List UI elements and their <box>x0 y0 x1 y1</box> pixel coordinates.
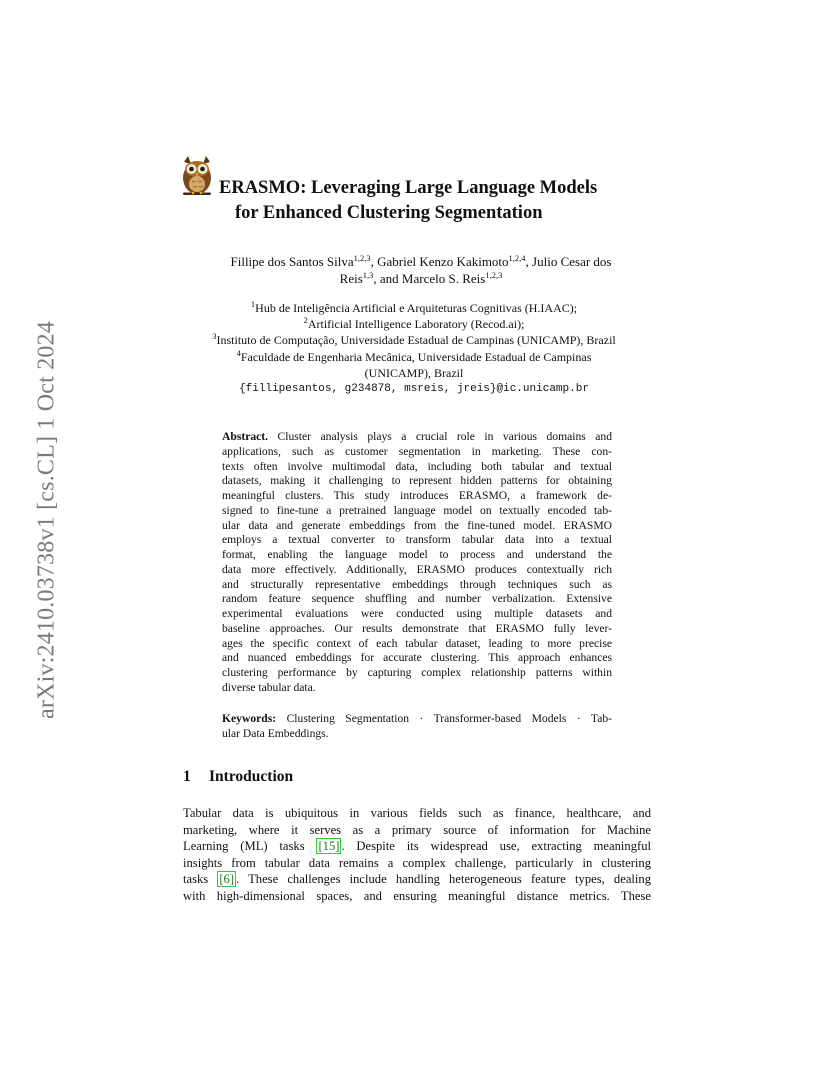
body-text: . These challenges include handling heterogeneous feature types, dealing <box>236 872 651 887</box>
affiliation-line <box>172 349 656 365</box>
keywords-label: Keywords: <box>222 712 277 725</box>
author-line-1 <box>196 254 646 271</box>
abstract-line: meaningful clusters. This study introduces ERASMO, a framework de- <box>222 489 612 502</box>
body-line: with high-dimensional spaces, and ensuring meaningful distance metrics. These <box>183 888 651 903</box>
abstract-line <box>222 430 612 445</box>
author-name: Fillipe dos Santos Silva <box>230 254 354 269</box>
affiliation-sup: 1 <box>250 299 256 309</box>
author-name: , and Marcelo S. Reis <box>373 270 486 286</box>
affiliation-sup: 3 <box>212 331 217 342</box>
author-name: , Gabriel Kenzo Kakimoto <box>370 254 509 269</box>
abstract-line: texts often involve multimodal data, including both tabular and textual <box>222 459 612 473</box>
affiliation-text: Instituto de Computação, Universidade Estadual de Campinas (UNICAMP), Brazil <box>216 333 616 348</box>
author-affil-sup: 1,2,3 <box>485 269 503 280</box>
abstract-line: ages the specific context of each tabular dataset, leading to more precise <box>222 636 612 650</box>
affiliation-text: Faculdade de Engenharia Mecânica, Universidade Estadual de Campinas <box>240 349 592 364</box>
abstract-line: signed to fine-tune a pretrained language model on textually encoded tab- <box>222 503 612 517</box>
body-text: Learning (ML) tasks <box>183 839 317 854</box>
affiliation-sup: 4 <box>236 347 241 358</box>
abstract-line: diverse tabular data. <box>222 680 316 694</box>
affiliation-line <box>172 332 656 348</box>
abstract-line: and structurally representative embeddings through techniques such as <box>222 577 612 591</box>
author-affil-sup: 1,3 <box>362 269 374 280</box>
affiliation-text: (UNICAMP), Brazil <box>364 365 464 380</box>
author-email[interactable]: {fillipesantos, g234878, msreis, jreis}@ic.unicamp.br <box>239 383 589 396</box>
author-line-2 <box>196 271 646 288</box>
keywords-line <box>222 712 612 727</box>
abstract-text: Cluster analysis plays a crucial role in various domains and <box>277 430 612 443</box>
author-affil-sup: 1,2,3 <box>353 253 371 263</box>
owl-logo-icon <box>180 154 214 196</box>
intro-paragraph <box>183 805 651 905</box>
abstract-line: applications, such as customer segmentation in marketing. These con- <box>222 444 612 458</box>
affiliation-text: Hub de Inteligência Artificial e Arquiteturas Cognitivas (H.IAAC); <box>255 301 578 315</box>
abstract-line: employs a textual converter to transform tabular data into a textual <box>222 533 612 547</box>
paper-title-line-1: ERASMO: Leveraging Large Language Models <box>219 178 598 198</box>
paper-title-line-2: for Enhanced Clustering Segmentation <box>235 203 543 223</box>
citation-link[interactable]: [6] <box>219 872 235 887</box>
section-number: 1 <box>183 768 191 785</box>
author-affil-sup: 1,2,4 <box>508 253 526 263</box>
section-title: Introduction <box>209 768 294 785</box>
author-name: , Julio Cesar dos <box>525 254 612 269</box>
abstract-line: baseline approaches. Our results demonstrate that ERASMO fully lever- <box>222 621 612 635</box>
keywords <box>222 712 612 742</box>
abstract-line: format, enabling the language model to process and understand the <box>222 548 612 561</box>
author-name: Reis <box>339 270 363 286</box>
body-line: marketing, where it serves as a primary source of information for Machine <box>183 822 651 837</box>
abstract-line: data more effectively. Additionally, ERASMO produces contextually rich <box>222 562 612 576</box>
abstract-line: datasets, making it challenging to represent hidden patterns for obtaining <box>222 474 612 488</box>
affiliation-line <box>172 300 656 316</box>
body-text: tasks <box>183 872 218 887</box>
affiliation-list <box>172 300 656 397</box>
author-list <box>196 254 646 287</box>
abstract-line: experimental evaluations were conducted using multiple datasets and <box>222 607 612 620</box>
affiliation-text: Artificial Intelligence Laboratory (Recod.ai); <box>307 317 525 332</box>
abstract-line: clustering performance by capturing complex relationship patterns within <box>222 666 612 679</box>
body-text: . Despite its widespread use, extracting meaningful <box>341 839 651 854</box>
abstract-line: random feature sequence shuffling and number verbalization. Extensive <box>222 592 612 606</box>
body-line <box>183 871 651 888</box>
arxiv-stamp[interactable]: arXiv:2410.03738v1 [cs.CL] 1 Oct 2024 <box>33 320 60 720</box>
citation-link[interactable]: [15] <box>318 839 340 854</box>
abstract-line: ular data and generate embeddings from the fine-tuned model. ERASMO <box>222 518 612 532</box>
affiliation-line <box>172 316 656 332</box>
abstract-label: Abstract. <box>222 430 269 443</box>
keywords-line: ular Data Embeddings. <box>222 726 329 740</box>
section-heading <box>183 768 293 786</box>
body-line: insights from tabular data remains a complex challenge, particularly in clustering <box>183 855 651 870</box>
body-line <box>183 838 651 855</box>
keywords-text: Clustering Segmentation · Transformer-based Models · Tab- <box>286 712 612 725</box>
abstract-line: and nuanced embeddings for accurate clustering. This approach enhances <box>222 651 612 665</box>
affiliation-sup: 2 <box>303 315 308 326</box>
affiliation-line <box>172 365 656 381</box>
body-line: Tabular data is ubiquitous in various fields such as finance, healthcare, and <box>183 806 651 820</box>
abstract <box>222 430 612 696</box>
